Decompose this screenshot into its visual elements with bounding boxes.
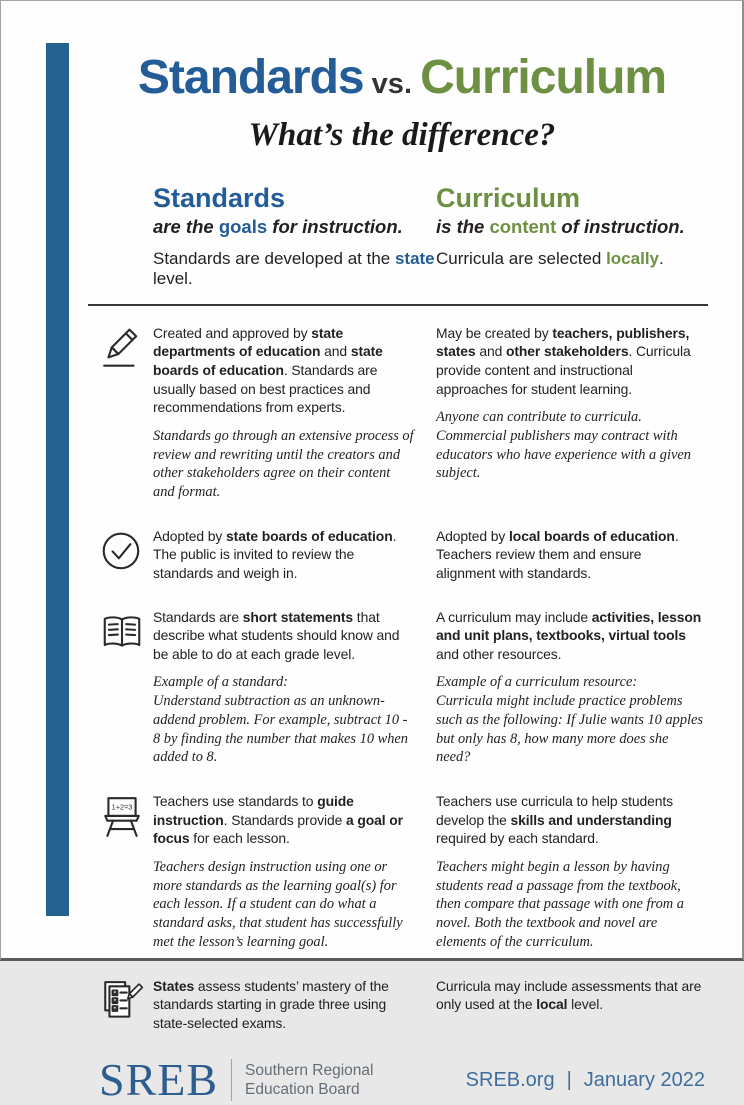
standards-level-line bbox=[153, 249, 436, 289]
curriculum-cell bbox=[436, 792, 705, 951]
comparison-rows bbox=[99, 324, 705, 1033]
page-title bbox=[99, 53, 705, 103]
standards-cell bbox=[153, 792, 436, 951]
curriculum-note: Example of a curriculum resource: Curricula might include practice problems such as the following: If Julie wants 10 apples but only has 8, how many more does she need? bbox=[436, 674, 704, 766]
curriculum-heading: Curriculum bbox=[436, 183, 581, 214]
standards-text: States assess students’ mastery of the standards starting in grade three using state-selected exams. bbox=[153, 977, 389, 1031]
comparison-row-created-by bbox=[99, 324, 705, 502]
standards-intro bbox=[153, 184, 436, 288]
curriculum-cell bbox=[436, 608, 705, 767]
standards-level-pre: Standards are developed at the bbox=[153, 248, 395, 268]
intro-columns bbox=[153, 184, 705, 288]
title-curriculum: Curriculum bbox=[420, 51, 667, 104]
standards-tagline bbox=[153, 216, 436, 238]
title-vs: vs. bbox=[363, 68, 421, 100]
curriculum-text: May be created by teachers, publishers, states and other stakeholders. Curricula provide content and instructional approaches for student learning. bbox=[436, 324, 691, 397]
sreb-logo-text: SREB bbox=[99, 1054, 219, 1105]
standards-text: Teachers use standards to guide instruction. Standards provide a goal or focus for each lesson. bbox=[153, 793, 403, 847]
title-standards: Standards bbox=[137, 51, 364, 104]
curriculum-cell bbox=[436, 324, 705, 502]
logo-subtitle-line1: Southern Regional bbox=[245, 1062, 374, 1080]
section-divider bbox=[88, 304, 708, 306]
standards-text: Standards are short statements that describe what students should know and be able to do at each grade level. bbox=[153, 608, 400, 662]
comparison-row-content-form bbox=[99, 608, 705, 767]
standards-level-post: level. bbox=[153, 268, 193, 288]
comparison-row-adopted-by bbox=[99, 527, 705, 583]
footer bbox=[99, 1054, 705, 1105]
curriculum-tagline bbox=[436, 216, 705, 238]
curriculum-note: Teachers might begin a lesson by having students read a passage from the textbook, then compare that passage with one from a novel. Both the textbook and novel are elements of the curriculum. bbox=[436, 858, 684, 950]
standards-tagline-accent: goals bbox=[218, 215, 268, 237]
curriculum-cell bbox=[436, 977, 705, 1033]
sreb-org-link[interactable]: SREB.org bbox=[465, 1068, 555, 1091]
curriculum-level-post: . bbox=[659, 248, 664, 268]
curriculum-tagline-accent: content bbox=[489, 215, 557, 237]
sreb-logo-subtitle bbox=[245, 1061, 373, 1100]
logo-subtitle-line2: Education Board bbox=[245, 1081, 360, 1099]
comparison-row-assessment bbox=[99, 977, 705, 1033]
footer-meta bbox=[466, 1069, 705, 1092]
standards-text: Created and approved by state departments of education and state boards of education. Standards are usually based on best practices and recommendations from experts. bbox=[153, 324, 383, 416]
curriculum-text: Adopted by local boards of education. Teachers review them and ensure alignment with standards. bbox=[436, 527, 679, 581]
standards-cell bbox=[153, 977, 436, 1033]
sreb-logo bbox=[99, 1054, 374, 1105]
chalkboard-icon bbox=[99, 792, 153, 951]
standards-cell bbox=[153, 324, 436, 502]
standards-heading: Standards bbox=[153, 183, 286, 214]
curriculum-intro bbox=[436, 184, 705, 288]
pencil-icon bbox=[99, 324, 153, 502]
logo-divider bbox=[231, 1059, 232, 1101]
curriculum-text: Teachers use curricula to help students develop the skills and understanding required by each standard. bbox=[436, 793, 674, 847]
curriculum-text: A curriculum may include activities, lesson and unit plans, textbooks, virtual tools and other resources. bbox=[436, 608, 702, 662]
standards-cell bbox=[153, 608, 436, 767]
page-subtitle: What’s the difference? bbox=[248, 117, 556, 154]
standards-note: Example of a standard: Understand subtraction as an unknown-addend problem. For example, subtract 10 - 8 by finding the number that makes 10 when added to 8. bbox=[153, 674, 408, 766]
left-accent-bar bbox=[46, 43, 69, 916]
curriculum-note: Anyone can contribute to curricula. Commercial publishers may contract with educators who have experience with a given subject. bbox=[436, 409, 691, 482]
standards-text: Adopted by state boards of education. The public is invited to review the standards and weigh in. bbox=[153, 527, 397, 581]
curriculum-tagline-post: of instruction. bbox=[556, 215, 685, 237]
curriculum-level-pre: Curricula are selected bbox=[436, 248, 607, 268]
standards-tagline-post: for instruction. bbox=[267, 215, 403, 237]
footer-date: January 2022 bbox=[583, 1068, 705, 1091]
svg-text:1+2=3: 1+2=3 bbox=[111, 802, 133, 812]
standards-note: Standards go through an extensive process of review and rewriting until the creators and other stakeholders agree on their content and format. bbox=[153, 427, 414, 501]
standards-note: Teachers design instruction using one or more standards as the learning goal(s) for each lesson. If a student can do what a standard asks, that student has successfully met the lesson’s learning goal. bbox=[153, 858, 403, 950]
checklist-icon bbox=[99, 977, 153, 1033]
curriculum-cell bbox=[436, 527, 705, 583]
content-area bbox=[99, 45, 705, 1103]
curriculum-tagline-pre: is the bbox=[436, 215, 490, 237]
open-book-icon bbox=[99, 608, 153, 767]
footer-separator: | bbox=[566, 1068, 572, 1091]
comparison-row-instruction bbox=[99, 792, 705, 951]
standards-tagline-pre: are the bbox=[153, 215, 219, 237]
curriculum-text: Curricula may include assessments that are only used at the local level. bbox=[436, 977, 702, 1013]
curriculum-level-line bbox=[436, 249, 705, 269]
check-circle-icon bbox=[99, 527, 153, 583]
curriculum-level-accent: locally bbox=[606, 248, 659, 268]
standards-cell bbox=[153, 527, 436, 583]
standards-level-accent: state bbox=[394, 248, 435, 268]
